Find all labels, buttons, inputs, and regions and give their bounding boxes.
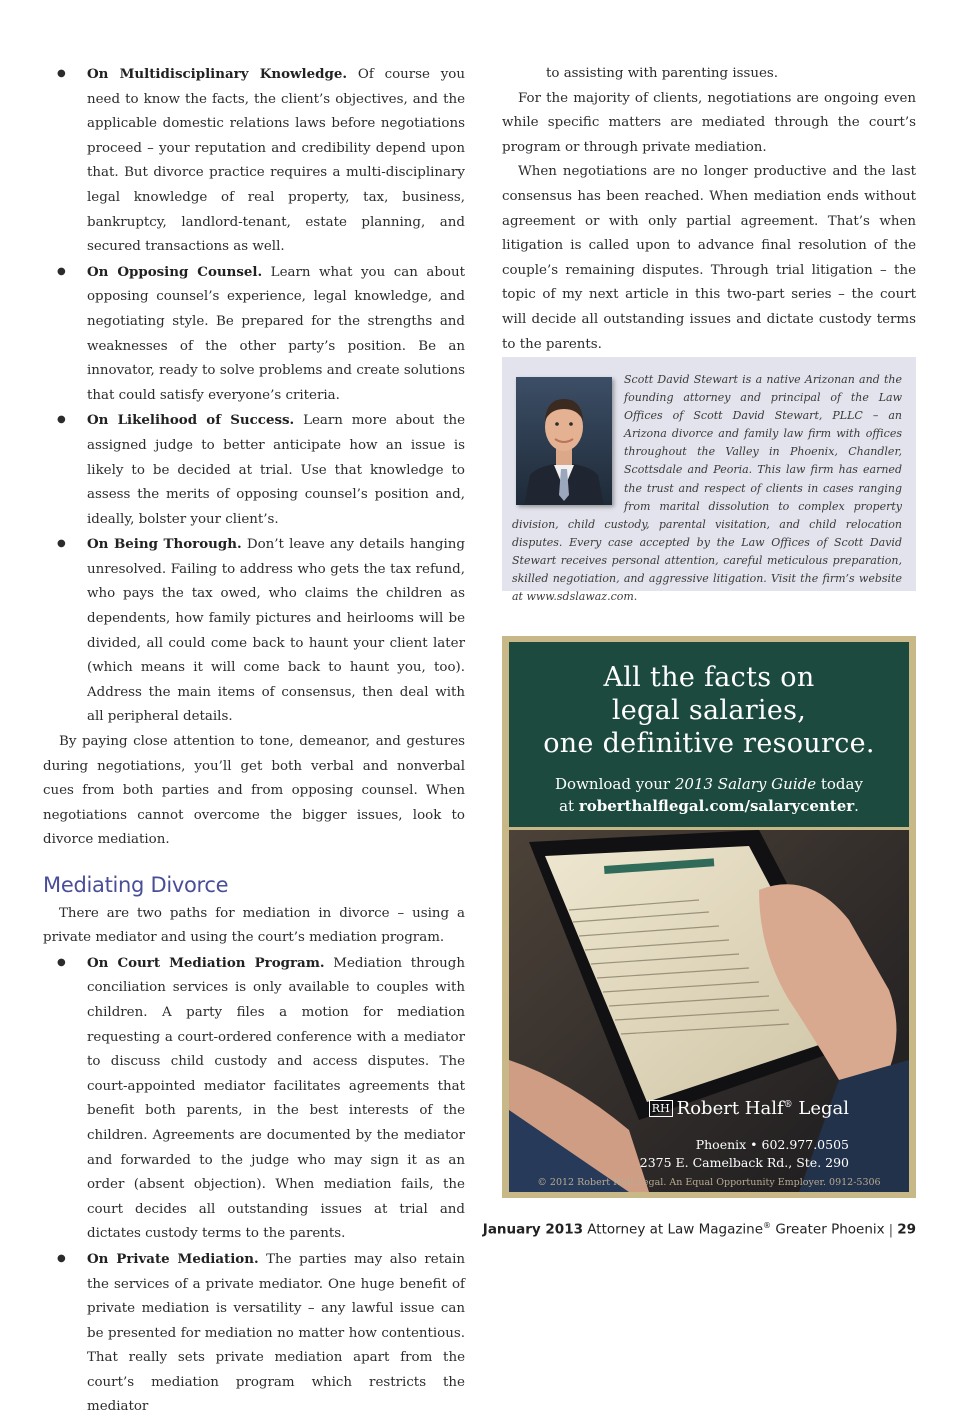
left-column bbox=[43, 62, 465, 1420]
rh-logo-mark: RH bbox=[649, 1100, 673, 1117]
bullet-dot: ● bbox=[57, 414, 66, 426]
bullet-title: On Likelihood of Success. bbox=[87, 412, 295, 429]
bullet-text: The parties may also retain the services of a private mediator. One huge benefit of private mediation is versatility – any lawful issue can be presented for mediation no matter how contentious. That really sets private mediation apart from the court’s mediation program which restricts the mediator bbox=[87, 1251, 465, 1415]
robert-half-logo bbox=[649, 1098, 849, 1119]
body-paragraph: By paying close attention to tone, demeanor, and gestures during negotiations, you’ll get both verbal and nonverbal cues from both parties and from opposing counsel. When negotiations cannot overcome the bigger issues, look to divorce mediation. bbox=[43, 734, 465, 848]
photo-spacer bbox=[512, 371, 624, 515]
right-column bbox=[502, 62, 916, 357]
ad-headline-line-1: All the facts on bbox=[603, 662, 815, 693]
robert-half-ad bbox=[502, 636, 916, 1198]
bullet-title: On Being Thorough. bbox=[87, 536, 242, 553]
ad-url-suffix: . bbox=[854, 797, 859, 815]
bio-text: Scott David Stewart is a native Arizonan and the founding attorney and principal of the Law Offices of Scott David Stewart, PLLC – an Arizona divorce and family law firm with offices throughout the Valley in Phoenix, Chandler, Scottsdale and Peoria. This law firm has earned the trust and respect of clients in cases ranging from marital dissolution to complex property division, child custody, parental visitation, and child relocation disputes. Every case accepted by the Law Offices of Scott David Stewart receives personal attention, careful meticulous preparation, skilled negotiation, and aggressive litigation. Visit the firm’s website at www.sdslawaz.com. bbox=[512, 373, 902, 604]
bullet-dot: ● bbox=[57, 1252, 66, 1264]
footer-region: Greater Phoenix bbox=[775, 1221, 885, 1238]
bullet-dot: ● bbox=[57, 265, 66, 277]
page-footer bbox=[483, 1221, 916, 1238]
ad-address: 2375 E. Camelback Rd., Ste. 290 bbox=[639, 1155, 849, 1170]
brand-name-2: Legal bbox=[798, 1098, 849, 1119]
bullet-title: On Multidisciplinary Knowledge. bbox=[87, 66, 348, 82]
body-paragraph: For the majority of clients, negotiations are ongoing even while specific matters are mediated through the court’s program or through private mediation. bbox=[502, 90, 916, 155]
bullet-dot: ● bbox=[57, 538, 66, 550]
ad-sub-italic: 2013 Salary Guide bbox=[674, 775, 817, 793]
bullet-thorough bbox=[43, 532, 465, 730]
ad-sub-text: Download your bbox=[555, 775, 671, 793]
bullet-text: Don’t leave any details hanging unresolved. Failing to address who gets the tax refund, who pays the tax owed, who claims the children as dependents, how family pictures and heirlooms will be divided, all could come back to haunt your client later (which means it will come back to haunt you, too). Address the main items of consensus, then deal with all peripheral details. bbox=[87, 537, 465, 725]
body-paragraph: There are two paths for mediation in divorce – using a private mediator and using the court’s mediation program. bbox=[43, 905, 465, 946]
bullet-likelihood bbox=[43, 408, 465, 532]
author-bio-text bbox=[512, 371, 902, 606]
bullet-dot: ● bbox=[57, 68, 66, 79]
section-heading: Mediating Divorce bbox=[43, 873, 229, 897]
brand-name: Robert Half bbox=[676, 1098, 784, 1119]
bullet-multidisciplinary bbox=[43, 62, 465, 260]
bullet-text: Learn what you can about opposing counsel’s experience, legal knowledge, and negotiating style. Be prepared for the strengths and weaknesses of the other party’s position. Be an innovator, ready to solve problems and create solutions that could satisfy everyone’s criteria. bbox=[87, 264, 465, 403]
ad-copyright: © 2012 Robert Half Legal. An Equal Opportunity Employer. 0912-5306 bbox=[537, 1177, 881, 1188]
ad-sub-text-2: today bbox=[820, 775, 863, 793]
footer-month: January 2013 bbox=[482, 1221, 583, 1238]
bullet-title: On Court Mediation Program. bbox=[87, 954, 325, 971]
ad-sub-at: at bbox=[559, 797, 575, 815]
ad-headline bbox=[509, 661, 909, 760]
ad-headline-panel bbox=[509, 642, 909, 827]
bullet-private-mediation bbox=[43, 1247, 465, 1420]
ad-phone: Phoenix • 602.977.0505 bbox=[695, 1137, 849, 1152]
author-bio-box bbox=[502, 357, 916, 604]
bullet-text: Mediation through conciliation services is only available to couples with children. A party files a motion for mediation requesting a court-ordered conference with a mediator to discuss child custody and access disputes. The court-appointed mediator facilitates agreements that benefit both parents, in the best interests of the children. Agreements are documented by the mediator and forwarded to the judge who may sign it as an order (absent objection). When mediation fails, the court decides all outstanding issues at trial and dictates custody terms to the parents. bbox=[87, 955, 466, 1242]
continued-text: to assisting with parenting issues. bbox=[546, 66, 779, 81]
ad-headline-line-3: one definitive resource. bbox=[543, 728, 875, 759]
ad-subline bbox=[509, 773, 909, 817]
ad-contact bbox=[640, 1136, 849, 1172]
page-number: 29 bbox=[897, 1221, 916, 1238]
footer-divider: | bbox=[888, 1221, 894, 1238]
bullet-opposing-counsel bbox=[43, 260, 465, 409]
ad-headline-line-2: legal salaries, bbox=[611, 695, 807, 726]
bullet-text: Learn more about the assigned judge to better anticipate how an issue is likely to be decided at trial. Use that knowledge to assess the merits of opposing counsel’s position and, ideally, bolster your client’s. bbox=[87, 413, 466, 527]
body-paragraph: When negotiations are no longer productive and the last consensus has been reached. When mediation ends without agreement or with only partial agreement. That’s when litigation is called upon to advance final resolution of the couple’s remaining disputes. Through trial litigation – the topic of my next article in this two-part series – the court will decide all outstanding issues and dictate custody terms to the parents. bbox=[502, 164, 916, 352]
ad-tablet-photo bbox=[509, 830, 909, 1192]
bullet-title: On Opposing Counsel. bbox=[87, 263, 263, 280]
footer-reg: ® bbox=[763, 1221, 772, 1230]
bullet-dot: ● bbox=[57, 956, 66, 968]
bullet-text: Of course you need to know the facts, the client’s objectives, and the applicable domestic relations laws before negotiations proceed – your reputation and credibility depend upon that. But divorce practice requires a multi-disciplinary legal knowledge of real property, tax, business, bankruptcy, landlord-tenant, estate planning, and secured transactions as well. bbox=[87, 67, 465, 255]
footer-magazine: Attorney at Law Magazine bbox=[587, 1221, 764, 1238]
brand-reg: ® bbox=[783, 1100, 793, 1110]
bullet-court-mediation bbox=[43, 951, 465, 1247]
bullet-title: On Private Mediation. bbox=[87, 1250, 259, 1267]
ad-url-link[interactable]: roberthalflegal.com/salarycenter bbox=[578, 797, 855, 815]
